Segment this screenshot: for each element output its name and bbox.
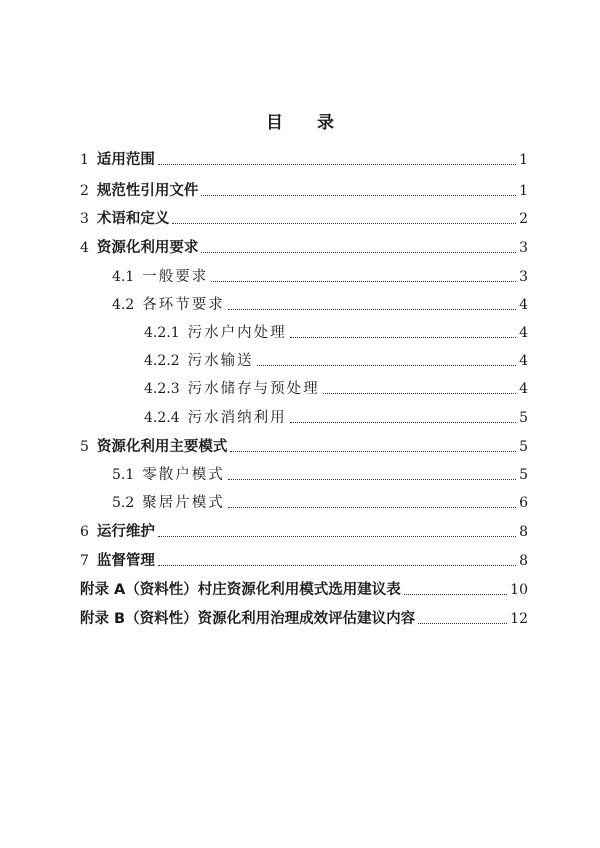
toc-title: 目 录 bbox=[266, 113, 348, 133]
toc-entry-page: 5 bbox=[519, 410, 528, 426]
toc-entry[interactable] bbox=[112, 295, 528, 315]
toc-entry-number: 2 bbox=[80, 183, 89, 199]
toc-dot-leader bbox=[158, 565, 516, 566]
toc-entry[interactable] bbox=[144, 379, 528, 399]
toc-entry-number: 5.2 bbox=[112, 495, 135, 511]
toc-entry[interactable] bbox=[80, 181, 528, 201]
toc-entry-number: 3 bbox=[80, 211, 89, 227]
toc-entry-page: 4 bbox=[519, 297, 528, 313]
toc-entry[interactable] bbox=[80, 580, 528, 600]
toc-entry-label: 污水输送 bbox=[187, 353, 254, 369]
toc-entry[interactable] bbox=[112, 493, 528, 513]
toc-entry-number: 4.2.4 bbox=[144, 410, 180, 426]
toc-dot-leader bbox=[290, 337, 516, 338]
toc-entry-label: 污水消纳利用 bbox=[187, 410, 287, 426]
toc-entry-label: 附录 A（资料性）村庄资源化利用模式选用建议表 bbox=[80, 582, 401, 598]
toc-dot-leader bbox=[201, 195, 516, 196]
toc-entry-label: 污水储存与预处理 bbox=[187, 381, 320, 397]
toc-dot-leader bbox=[228, 479, 516, 480]
toc-entry-page: 12 bbox=[510, 611, 528, 627]
toc-entry[interactable] bbox=[112, 267, 528, 287]
toc-entry[interactable] bbox=[80, 551, 528, 571]
toc-entry-page: 3 bbox=[519, 240, 528, 256]
toc-entry[interactable] bbox=[80, 609, 528, 629]
toc-entry-page: 1 bbox=[519, 152, 528, 168]
toc-entry-page: 5 bbox=[519, 439, 528, 455]
toc-entry-page: 8 bbox=[519, 553, 528, 569]
toc-entry-number: 6 bbox=[80, 524, 89, 540]
toc-entry-label: 零散户模式 bbox=[142, 467, 225, 483]
toc-dot-leader bbox=[228, 507, 516, 508]
toc-entry[interactable] bbox=[144, 351, 528, 371]
toc-entry[interactable] bbox=[80, 209, 528, 229]
toc-entry-label: 附录 B（资料性）资源化利用治理成效评估建议内容 bbox=[80, 611, 416, 627]
toc-entry-label: 运行维护 bbox=[96, 524, 155, 540]
toc-dot-leader bbox=[228, 309, 516, 310]
toc-entry-number: 4.1 bbox=[112, 269, 135, 285]
toc-entry-label: 资源化利用主要模式 bbox=[96, 439, 228, 455]
toc-entry-page: 4 bbox=[519, 353, 528, 369]
toc-entry-page: 5 bbox=[519, 467, 528, 483]
toc-entry-label: 聚居片模式 bbox=[142, 495, 225, 511]
toc-entry-page: 2 bbox=[519, 211, 528, 227]
toc-dot-leader bbox=[158, 536, 516, 537]
toc-entry-page: 10 bbox=[510, 582, 528, 598]
toc-dot-leader bbox=[257, 365, 516, 366]
toc-entry[interactable] bbox=[112, 465, 528, 485]
toc-entry[interactable] bbox=[80, 437, 528, 457]
toc-dot-leader bbox=[158, 164, 516, 165]
toc-entry-label: 术语和定义 bbox=[96, 211, 170, 227]
toc-entry[interactable] bbox=[144, 323, 528, 343]
toc-entry-label: 各环节要求 bbox=[142, 297, 225, 313]
toc-dot-leader bbox=[230, 451, 516, 452]
toc-dot-leader bbox=[211, 281, 516, 282]
toc-entry-page: 6 bbox=[519, 495, 528, 511]
toc-dot-leader bbox=[323, 393, 516, 394]
toc-entry-number: 4.2.2 bbox=[144, 353, 180, 369]
toc-dot-leader bbox=[404, 594, 507, 595]
toc-entry-label: 规范性引用文件 bbox=[96, 183, 199, 199]
toc-entry-label: 污水户内处理 bbox=[187, 325, 287, 341]
toc-entry-page: 3 bbox=[519, 269, 528, 285]
toc-entry-number: 4.2.3 bbox=[144, 381, 180, 397]
toc-entry-number: 4.2.1 bbox=[144, 325, 180, 341]
toc-entry[interactable] bbox=[80, 522, 528, 542]
toc-entry-label: 适用范围 bbox=[96, 152, 155, 168]
toc-entry-label: 一般要求 bbox=[142, 269, 209, 285]
toc-dot-leader bbox=[418, 623, 507, 624]
toc-entry-number: 5 bbox=[80, 439, 89, 455]
toc-entry-number: 5.1 bbox=[112, 467, 135, 483]
toc-entry-page: 4 bbox=[519, 381, 528, 397]
toc-entry-label: 资源化利用要求 bbox=[96, 240, 199, 256]
toc-dot-leader bbox=[290, 422, 516, 423]
toc-entry-page: 1 bbox=[519, 183, 528, 199]
toc-entry[interactable] bbox=[80, 238, 528, 258]
toc-entry-number: 4 bbox=[80, 240, 89, 256]
toc-entry-label: 监督管理 bbox=[96, 553, 155, 569]
toc-entry[interactable] bbox=[144, 408, 528, 428]
toc-entry[interactable] bbox=[80, 150, 528, 170]
toc-entry-number: 7 bbox=[80, 553, 89, 569]
toc-entry-page: 8 bbox=[519, 524, 528, 540]
toc-entry-page: 4 bbox=[519, 325, 528, 341]
toc-dot-leader bbox=[172, 223, 516, 224]
toc-entry-number: 4.2 bbox=[112, 297, 135, 313]
toc-dot-leader bbox=[201, 252, 516, 253]
toc-entry-number: 1 bbox=[80, 152, 89, 168]
